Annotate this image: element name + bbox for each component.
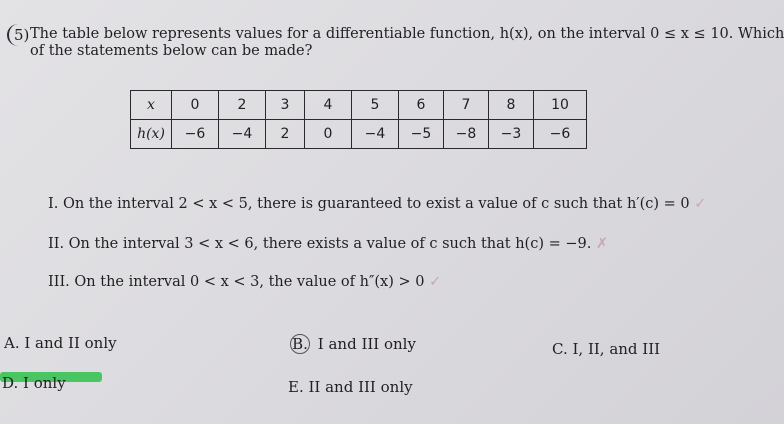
- choice-a[interactable]: A. I and II only: [4, 334, 117, 352]
- h-cell: −4: [352, 120, 399, 149]
- table-row: [131, 91, 587, 120]
- statement-3: [48, 274, 441, 290]
- prompt-line-2: of the statements below can be made?: [30, 43, 313, 59]
- statement-text: II. On the interval 3 < x < 6, there exists a value of c such that h(c) = −9.: [48, 236, 592, 252]
- statement-1: [48, 196, 706, 212]
- h-cell: −4: [219, 120, 266, 149]
- h-cell: −6: [534, 120, 587, 149]
- h-cell: 2: [266, 120, 305, 149]
- question-number: 5): [14, 26, 30, 44]
- choice-d[interactable]: D. I only: [2, 374, 66, 392]
- row-label-x: x: [131, 91, 172, 120]
- h-cell: −3: [489, 120, 534, 149]
- check-mark-icon: ✓: [694, 196, 707, 212]
- x-cell: 7: [444, 91, 489, 120]
- statement-text: I. On the interval 2 < x < 5, there is guaranteed to exist a value of c such that h′(c) = 0: [48, 196, 690, 212]
- statement-text: III. On the interval 0 < x < 3, the value of h″(x) > 0: [48, 274, 425, 290]
- cross-mark-icon: ✗: [595, 236, 609, 252]
- x-cell: 4: [305, 91, 352, 120]
- x-cell: 0: [172, 91, 219, 120]
- choice-e[interactable]: E. II and III only: [288, 378, 413, 396]
- check-mark-icon: ✓: [429, 274, 442, 290]
- row-label-hx: h(x): [131, 120, 172, 149]
- table-row: [131, 120, 587, 149]
- x-cell: 3: [266, 91, 305, 120]
- x-cell: 2: [219, 91, 266, 120]
- choice-c[interactable]: C. I, II, and III: [552, 340, 661, 358]
- question-prompt: [30, 26, 784, 60]
- x-cell: 10: [534, 91, 587, 120]
- choice-b[interactable]: [290, 334, 416, 354]
- h-cell: 0: [305, 120, 352, 149]
- choice-b-text: I and III only: [317, 335, 416, 353]
- h-cell: −5: [399, 120, 444, 149]
- values-table: [130, 90, 587, 149]
- statement-2: [48, 236, 608, 252]
- x-cell: 6: [399, 91, 444, 120]
- x-cell: 5: [352, 91, 399, 120]
- prompt-line-1: The table below represents values for a differentiable function, h(x), on the interval 0 ≤ x ≤ 10. Which: [30, 26, 784, 42]
- h-cell: −8: [444, 120, 489, 149]
- h-cell: −6: [172, 120, 219, 149]
- x-cell: 8: [489, 91, 534, 120]
- circled-letter-b: B.: [290, 334, 310, 354]
